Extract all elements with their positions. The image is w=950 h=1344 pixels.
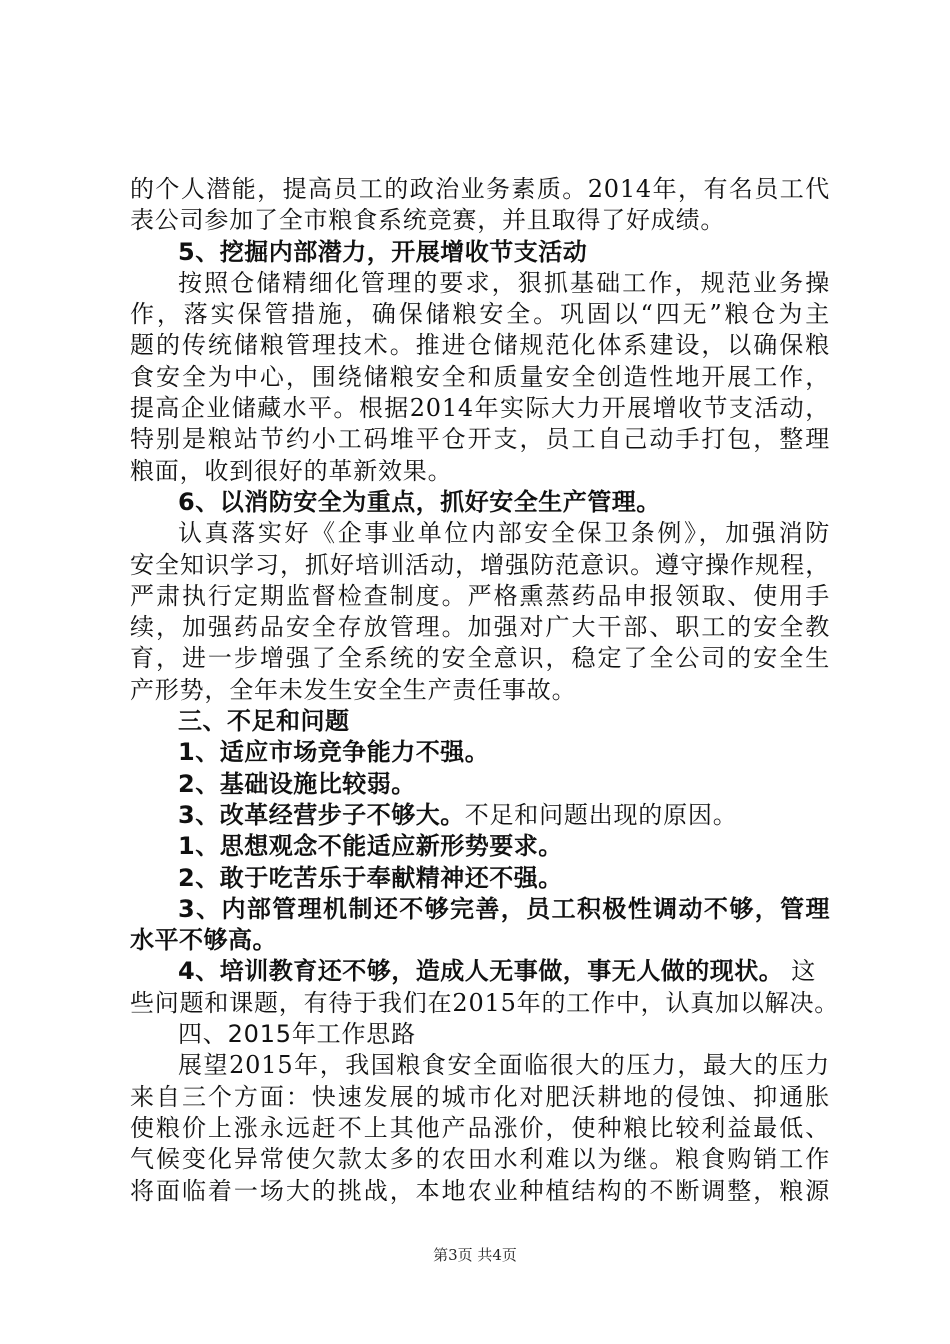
paragraph-line: 严肃执行定期监督检查制度。严格熏蒸药品申报领取、使用手 xyxy=(130,581,830,610)
page-footer: 第3页 共4页 xyxy=(433,1246,517,1264)
paragraph-line: 续，加强药品安全存放管理。加强对广大干部、职工的安全教 xyxy=(130,613,830,642)
list-item-bold: 4、培训教育还不够，造成人无事做，事无人做的现状。 xyxy=(178,957,784,986)
paragraph-line: 气候变化异常使欠款太多的农田水利难以为继。粮食购销工作 xyxy=(130,1145,830,1174)
list-item: 1、适应市场竞争能力不强。 xyxy=(178,738,490,767)
list-item xyxy=(130,956,830,987)
section-heading: 6、以消防安全为重点，抓好安全生产管理。 xyxy=(178,487,661,516)
list-item: 2、基础设施比较弱。 xyxy=(178,769,416,798)
list-item: 水平不够高。 xyxy=(130,926,277,955)
list-item-normal: 这 xyxy=(791,957,817,986)
section-heading: 5、挖掘内部潜力，开展增收节支活动 xyxy=(178,237,588,266)
list-item: 3、内部管理机制还不够完善，员工积极性调动不够，管理 xyxy=(178,894,830,923)
paragraph-line: 产形势，全年未发生安全生产责任事故。 xyxy=(130,675,577,704)
paragraph-line: 些问题和课题，有待于我们在2015年的工作中，认真加以解决。 xyxy=(130,988,840,1017)
paragraph-line: 展望2015年，我国粮食安全面临很大的压力，最大的压力 xyxy=(178,1051,830,1080)
list-item-bold: 3、改革经营步子不够大。 xyxy=(178,800,465,829)
paragraph-line: 特别是粮站节约小工码堆平仓开支，员工自己动手打包，整理 xyxy=(130,425,830,454)
list-item: 1、思想观念不能适应新形势要求。 xyxy=(178,832,563,861)
paragraph-line: 安全知识学习，抓好培训活动，增强防范意识。遵守操作规程， xyxy=(130,550,830,579)
list-item-normal: 不足和问题出现的原因。 xyxy=(464,800,738,829)
paragraph-line: 认真落实好《企事业单位内部安全保卫条例》，加强消防 xyxy=(178,519,830,548)
paragraph-line: 表公司参加了全市粮食系统竞赛，并且取得了好成绩。 xyxy=(130,206,726,235)
paragraph-line: 来自三个方面：快速发展的城市化对肥沃耕地的侵蚀、抑通胀 xyxy=(130,1082,830,1111)
paragraph-line: 提高企业储藏水平。根据2014年实际大力开展增收节支活动， xyxy=(130,394,830,423)
paragraph-line: 育，进一步增强了全系统的安全意识，稳定了全公司的安全生 xyxy=(130,644,830,673)
paragraph-line: 将面临着一场大的挑战，本地农业种植结构的不断调整，粮源 xyxy=(130,1176,830,1205)
paragraph-line: 食安全为中心，围绕储粮安全和质量安全创造性地开展工作， xyxy=(130,362,830,391)
section-heading: 三、不足和问题 xyxy=(178,707,350,736)
paragraph-line: 作，落实保管措施，确保储粮安全。巩固以“四无”粮仓为主 xyxy=(130,300,830,329)
paragraph-line: 使粮价上涨永远赶不上其他产品涨价，使种粮比较利益最低、 xyxy=(130,1113,830,1142)
document-body xyxy=(130,174,840,1207)
paragraph-line: 粮面，收到很好的革新效果。 xyxy=(130,456,453,485)
paragraph-line: 的个人潜能，提高员工的政治业务素质。2014年，有名员工代 xyxy=(130,175,830,203)
paragraph-line: 题的传统储粮管理技术。推进仓储规范化体系建设，以确保粮 xyxy=(130,331,830,360)
section-heading: 四、2015年工作思路 xyxy=(178,1020,416,1049)
list-item xyxy=(130,800,830,831)
list-item: 2、敢于吃苦乐于奉献精神还不强。 xyxy=(178,863,563,892)
paragraph-line: 按照仓储精细化管理的要求，狠抓基础工作，规范业务操 xyxy=(178,268,830,297)
